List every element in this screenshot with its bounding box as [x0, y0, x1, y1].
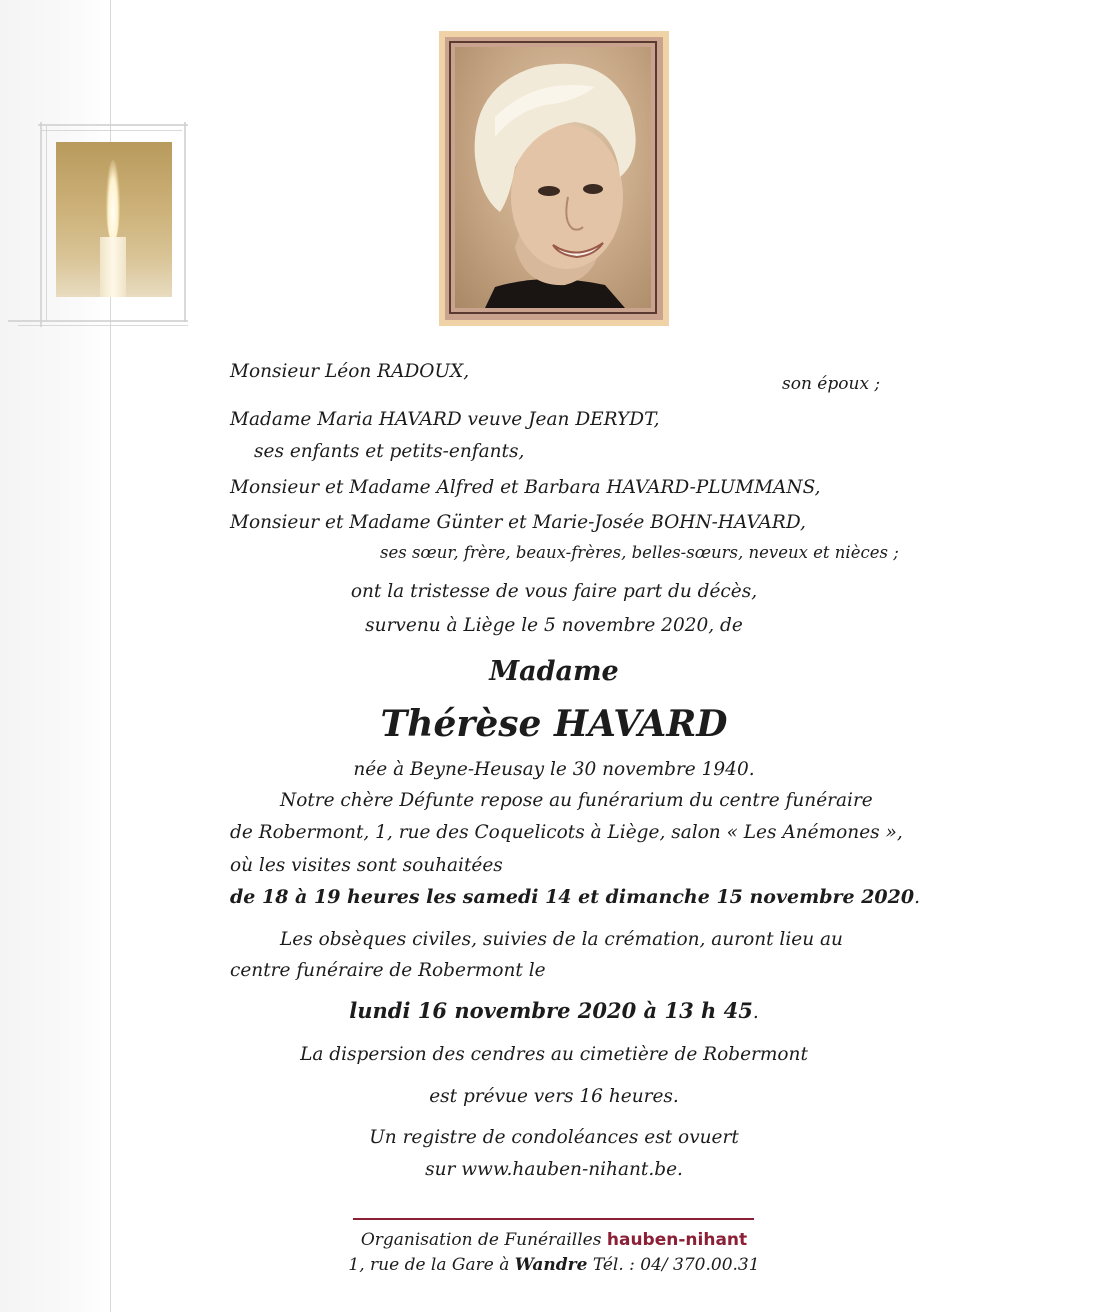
family-line-1: Madame Maria HAVARD veuve Jean DERYDT,: [230, 409, 660, 430]
funeral-home-logo: hauben-nihant: [606, 1230, 748, 1250]
visitation-schedule: [230, 886, 920, 909]
condolences-line-2: sur www.hauben-nihant.be.: [425, 1159, 683, 1180]
visitation-line-1: Notre chère Défunte repose au funérarium du centre funéraire: [280, 790, 873, 811]
footer-address: 1, rue de la Gare à: [348, 1255, 510, 1275]
announcement-line-1: ont la tristesse de vous faire part du décès,: [350, 581, 758, 602]
spouse-name: Monsieur Léon RADOUX,: [230, 361, 470, 382]
candle-icon: [100, 237, 126, 297]
ceremony-date-text: lundi 16 novembre 2020 à 13 h 45: [349, 998, 753, 1023]
footer-phone: Tél. : 04/ 370.00.31: [592, 1255, 760, 1275]
footer-address-line: [0, 1254, 1108, 1276]
footer-town: Wandre: [514, 1255, 588, 1275]
deceased-name: Thérèse HAVARD: [380, 703, 728, 745]
deceased-title: Madame: [489, 656, 619, 687]
birth-info: née à Beyne-Heusay le 30 novembre 1940.: [353, 759, 755, 780]
announcement-line-2: survenu à Liège le 5 novembre 2020, de: [365, 615, 743, 636]
footer-org-line: [0, 1229, 1108, 1251]
dispersion-line-2: est prévue vers 16 heures.: [429, 1086, 679, 1107]
ceremony-date-end: .: [752, 1002, 759, 1023]
visitation-schedule-text: de 18 à 19 heures les samedi 14 et dimanche 15 novembre 2020: [230, 886, 915, 908]
dispersion-line-1: La dispersion des cendres au cimetière de Robermont: [300, 1044, 808, 1065]
ceremony-line-2: centre funéraire de Robermont le: [230, 960, 546, 981]
family-line-4: Monsieur et Madame Günter et Marie-Josée BOHN-HAVARD,: [230, 512, 806, 533]
candle-flame-icon: [106, 160, 120, 240]
visitation-line-3: où les visites sont souhaitées: [230, 855, 503, 876]
family-line-2: ses enfants et petits-enfants,: [254, 441, 525, 462]
visitation-schedule-end: .: [914, 887, 920, 908]
family-relations: ses sœur, frère, beaux-frères, belles-sœurs, neveux et nièces ;: [380, 543, 899, 562]
portrait-illustration: [455, 47, 651, 308]
portrait-photo: [455, 47, 651, 308]
family-line-3: Monsieur et Madame Alfred et Barbara HAVARD-PLUMMANS,: [230, 477, 821, 498]
footer-org-label: Organisation de Funérailles: [360, 1230, 602, 1250]
spouse-relation: son époux ;: [782, 374, 881, 394]
ceremony-line-1: Les obsèques civiles, suivies de la crémation, auront lieu au: [280, 929, 843, 950]
ceremony-date: [0, 1000, 1108, 1024]
footer-divider: [353, 1218, 754, 1220]
visitation-line-2: de Robermont, 1, rue des Coquelicots à Liège, salon « Les Anémones »,: [230, 822, 903, 843]
candle-image: [56, 142, 172, 297]
condolences-line-1: Un registre de condoléances est ovuert: [369, 1127, 739, 1148]
